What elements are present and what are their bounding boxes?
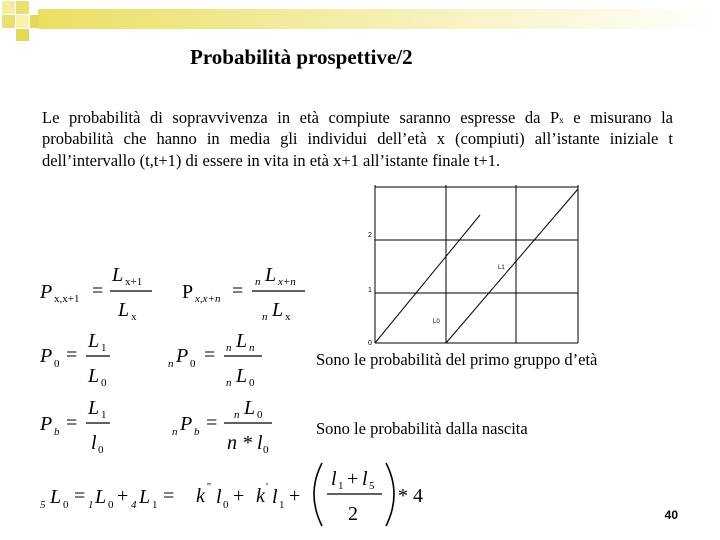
f6-P: P [180, 413, 193, 435]
f7-frac-num-a: l [331, 468, 337, 490]
f5-P: P [40, 413, 53, 435]
f3-P: P [40, 345, 53, 367]
f2-den: L [272, 299, 284, 321]
paragraph-text-b: e misurano la probabilità che hanno in media gli individui dell’età x (compiuti) all’istante iniziale t dell’intervallo (t,t+1) di essere in vita in età x+1 all’istante finale t+1. [42, 108, 674, 170]
f4-sub: 0 [190, 358, 196, 370]
f2-num: L [265, 264, 277, 286]
f4-pre: n [168, 358, 174, 370]
f5-sub: b [54, 426, 60, 438]
f7-times: * 4 [398, 485, 423, 507]
f6-num-sub: 0 [257, 409, 263, 421]
f7-frac-num-b-sub: 5 [369, 480, 375, 492]
f5-num-sub: 1 [101, 409, 107, 421]
f1-num-sub: x+1 [125, 276, 143, 288]
f7-subl1: 1 [279, 499, 285, 511]
f5-num: L [88, 397, 100, 419]
f7-l1: l [272, 486, 278, 508]
note-first-group: Sono le probabilità del primo gruppo d’età [316, 350, 598, 369]
f7-plus1: + [117, 485, 129, 507]
f2-eq: = [232, 280, 244, 302]
f7-frac-num-b: l [362, 468, 368, 490]
formula-npb [172, 397, 272, 456]
formula-p-x-x1 [39, 264, 152, 323]
f7-L0b: L [95, 486, 107, 508]
f6-sub: b [194, 426, 200, 438]
f4-num-pre: n [226, 342, 232, 354]
page-number: 40 [664, 508, 678, 522]
lexis-tick-0: 0 [368, 340, 372, 345]
formula-pb [39, 397, 110, 456]
f1-num: L [112, 264, 124, 286]
f7-k2: k [256, 485, 265, 507]
f2-num-pre: n [255, 276, 261, 288]
f7-prime1: '' [207, 481, 211, 493]
f4-num: L [236, 330, 248, 352]
f7-L0a: L [50, 486, 62, 508]
f6-pre: n [172, 426, 178, 438]
f7-frac-num-plus: + [347, 468, 359, 490]
f4-P: P [176, 345, 189, 367]
f7-subl0: 0 [223, 499, 229, 511]
f2-den-sub: x [285, 311, 291, 323]
f1-den: L [118, 299, 130, 321]
f7-sub1: 1 [152, 499, 158, 511]
lexis-tick-1: 1 [368, 287, 372, 294]
f7-sub0a: 0 [63, 499, 69, 511]
f4-den: L [236, 365, 248, 387]
f6-den-sub: 0 [263, 444, 269, 456]
f4-num-sub: n [249, 342, 255, 354]
slide-title: Probabilità prospettive/2 [190, 45, 413, 69]
paragraph-subscript: x [559, 115, 564, 125]
lexis-tick-2: 2 [368, 232, 372, 239]
f7-k1: k [196, 485, 205, 507]
f7-sub0b: 0 [108, 499, 114, 511]
f7-eq: = [74, 485, 86, 507]
note-birth: Sono le probabilità dalla nascita [316, 419, 528, 438]
f1-sub: x,x+1 [54, 293, 80, 305]
f5-den-sub: 0 [98, 444, 104, 456]
f2-num-sub: x+n [278, 276, 296, 288]
f3-den-sub: 0 [101, 377, 107, 389]
f1-eq: = [92, 280, 104, 302]
f2-P: P [182, 281, 194, 303]
f4-den-pre: n [226, 377, 232, 389]
f7-prime2: ' [266, 481, 268, 493]
lexis-label-l0: L0 [433, 319, 440, 325]
f6-den: n * l [227, 432, 263, 454]
f6-num: L [244, 397, 256, 419]
f1-P: P [40, 281, 53, 303]
f7-L1: L [139, 486, 151, 508]
f5-eq: = [66, 412, 78, 434]
formula-p-x-xn [182, 264, 305, 323]
f7-pre1: 1 [88, 499, 94, 511]
f7-paren-right [386, 463, 394, 526]
f4-eq: = [204, 344, 216, 366]
f1-den-sub: x [131, 311, 137, 323]
formula-np0 [168, 330, 262, 389]
f7-l0: l [216, 486, 222, 508]
f7-frac-den: 2 [348, 503, 358, 525]
f7-eq2: = [163, 485, 175, 507]
f3-sub: 0 [54, 358, 60, 370]
f7-pre4: 4 [131, 499, 137, 511]
f6-num-pre: n [234, 409, 240, 421]
paragraph-text-a: Le probabilità di sopravvivenza in età compiute saranno espresse da P [42, 108, 560, 127]
f2-sub: x,x+n [195, 293, 221, 305]
f2-den-pre: n [262, 311, 268, 323]
f7-plus3: + [289, 485, 301, 507]
f3-eq: = [66, 344, 78, 366]
formula-5L0 [40, 463, 423, 526]
f7-plus2: + [233, 485, 245, 507]
f7-paren-left [314, 463, 322, 526]
f5-den: l [91, 432, 97, 454]
f7-pre5: 5 [40, 499, 46, 511]
f3-num: L [88, 330, 100, 352]
f7-frac-num-a-sub: 1 [338, 480, 344, 492]
lexis-label-l1: L1 [498, 265, 505, 271]
f6-eq: = [206, 412, 218, 434]
f3-den: L [88, 365, 100, 387]
f4-den-sub: 0 [249, 377, 255, 389]
formula-p0 [39, 330, 110, 389]
f3-num-sub: 1 [101, 342, 107, 354]
